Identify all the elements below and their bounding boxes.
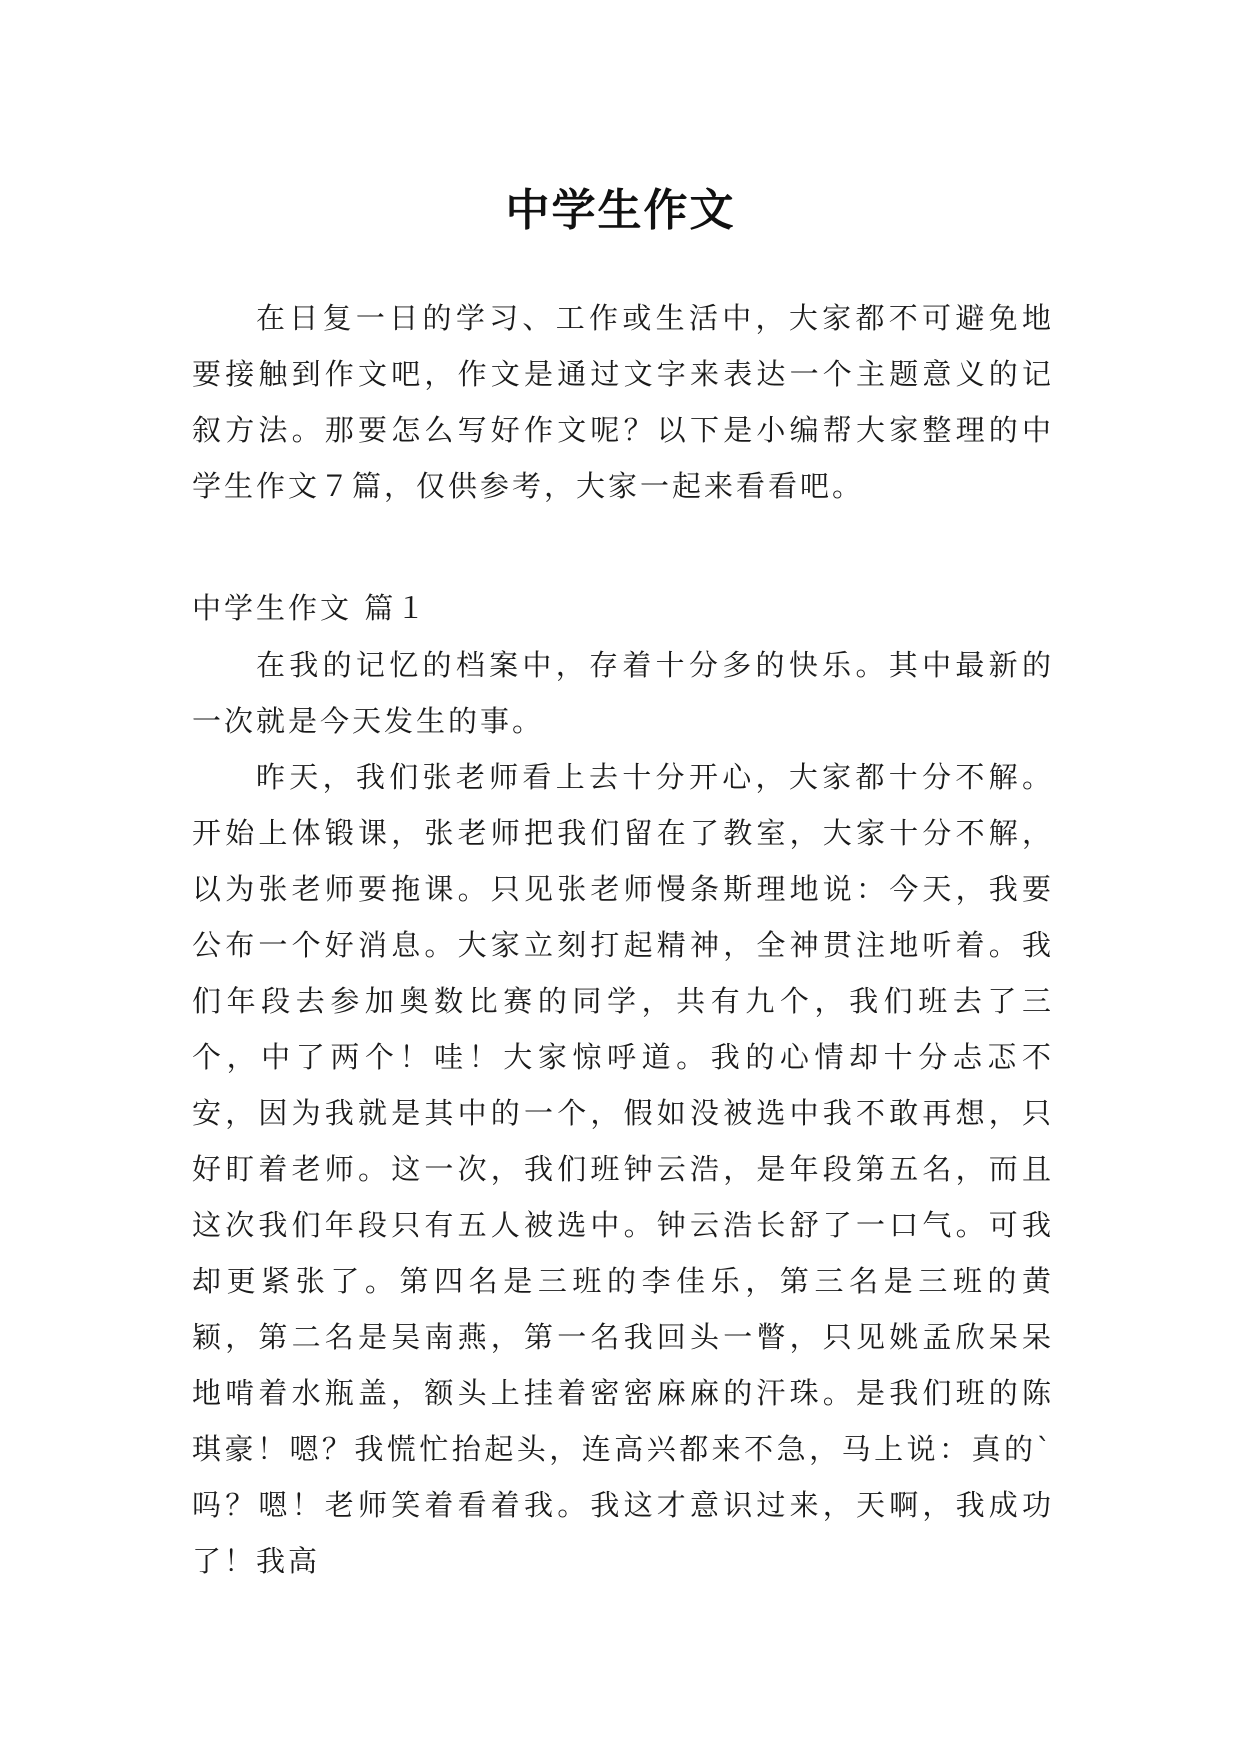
section-paragraph-2: 昨天，我们张老师看上去十分开心，大家都十分不解。开始上体锻课，张老师把我们留在了教室，大家十分不解，以为张老师要拖课。只见张老师慢条斯理地说：今天，我要公布一个好消息。大家立刻打起精神，全神贯注地听着。我们年段去参加奥数比赛的同学，共有九个，我们班去了三个，中了两个！哇！大家惊呼道。我的心情却十分忐忑不安，因为我就是其中的一个，假如没被选中我不敢再想，只好盯着老师。这一次，我们班钟云浩，是年段第五名，而且这次我们年段只有五人被选中。钟云浩长舒了一口气。可我却更紧张了。第四名是三班的李佳乐，第三名是三班的黄颖，第二名是吴南燕，第一名我回头一瞥，只见姚孟欣呆呆地啃着水瓶盖，额头上挂着密密麻麻的汗珠。是我们班的陈琪豪！嗯？我慌忙抬起头，连高兴都来不急，马上说：真的`吗？嗯！老师笑着看着我。我这才意识过来，天啊，我成功了！我高 [192, 760, 1054, 1578]
document-title: 中学生作文 [505, 185, 736, 237]
section-heading: 中学生作文 篇１ [192, 591, 429, 625]
section-paragraph-1: 在我的记忆的档案中，存着十分多的快乐。其中最新的一次就是今天发生的事。 [192, 648, 1054, 738]
intro-paragraph: 在日复一日的学习、工作或生活中，大家都不可避免地要接触到作文吧，作文是通过文字来表达一个主题意义的记叙方法。那要怎么写好作文呢？以下是小编帮大家整理的中学生作文７篇，仅供参考，大家一起来看看吧。 [192, 301, 1054, 503]
